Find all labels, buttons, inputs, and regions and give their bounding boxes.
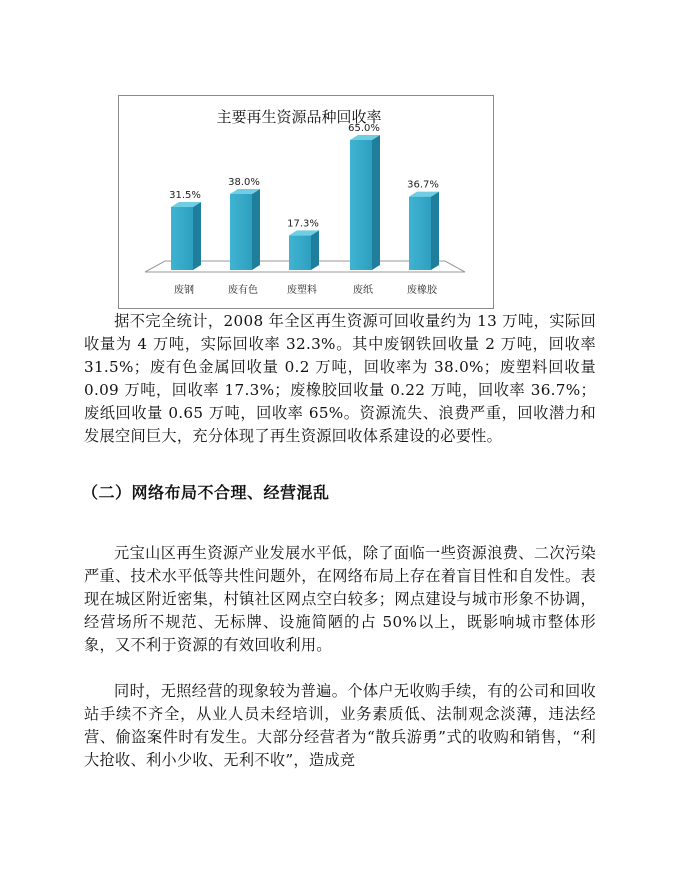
- recovery-rate-bar-chart: [119, 96, 493, 308]
- chart-container: [118, 95, 494, 309]
- value-label-1: 31.5%: [169, 190, 201, 201]
- bar-side-2: [252, 189, 260, 270]
- bar-side-5: [431, 192, 439, 270]
- bar-side-1: [193, 202, 201, 270]
- value-label-5: 36.7%: [407, 179, 439, 191]
- category-label-5: 废橡胶: [407, 285, 437, 296]
- bar-2: [230, 189, 260, 270]
- bar-front-1: [171, 207, 193, 270]
- bar-front-4: [350, 140, 372, 270]
- bar-side-4: [372, 135, 380, 270]
- category-label-3: 废塑料: [287, 285, 317, 296]
- bar-5: [409, 192, 439, 270]
- bar-side-3: [311, 230, 319, 270]
- value-label-4: 65.0%: [348, 123, 380, 134]
- category-label-4: 废纸: [353, 285, 373, 296]
- paragraph-network: [84, 542, 596, 657]
- section-heading: （二）网络布局不合理、经营混乱: [82, 483, 330, 502]
- paragraph-network-text: 元宝山区再生资源产业发展水平低，除了面临一些资源浪费、二次污染严重、技术水平低等共性问题外，在网络布局上存在着盲目性和自发性。表现在城区附近密集，村镇社区网点空白较多；网点建设与城市形象不协调，经营场所不规范、无标牌、设施简陋的占 50%以上，既影响城市整体形象，又不利于资源的有效回收利用。: [84, 544, 596, 654]
- bar-front-2: [230, 194, 252, 270]
- bar-front-3: [289, 235, 311, 270]
- paragraph-statistics: [84, 310, 596, 448]
- paragraph-licensing: [84, 680, 596, 772]
- value-label-2: 38.0%: [228, 177, 260, 188]
- bar-4: [350, 135, 380, 270]
- bar-3: [289, 230, 319, 270]
- paragraph-statistics-text: 据不完全统计，2008 年全区再生资源可回收量约为 13 万吨，实际回收量为 4 万吨，实际回收率 32.3%。其中废钢铁回收量 2 万吨，回收率 31.5%；废有色金属回收量 0.2 万吨，回收率为 38.0%；废塑料回收量 0.09 万吨，回收率 17.3%；废橡胶回收量 0.22 万吨，回收率 36.7%；废纸回收量 0.65 万吨，回收率 65%。资源流失、浪费严重，回收潜力和发展空间巨大，充分体现了再生资源回收体系建设的必要性。: [84, 312, 596, 445]
- category-label-1: 废钢: [174, 285, 194, 296]
- category-label-2: 废有色: [228, 285, 258, 296]
- bar-front-5: [409, 197, 431, 270]
- chart-title: 主要再生资源品种回收率: [216, 108, 382, 126]
- bar-1: [171, 202, 201, 270]
- paragraph-licensing-text: 同时，无照经营的现象较为普遍。个体户无收购手续，有的公司和回收站手续不齐全，从业人员未经培训，业务素质低、法制观念淡薄，违法经营、偷盗案件时有发生。大部分经营者为“散兵游勇”式的收购和销售，“利大抢收、利小少收、无利不收”，造成竞: [84, 682, 596, 769]
- value-label-3: 17.3%: [287, 218, 319, 230]
